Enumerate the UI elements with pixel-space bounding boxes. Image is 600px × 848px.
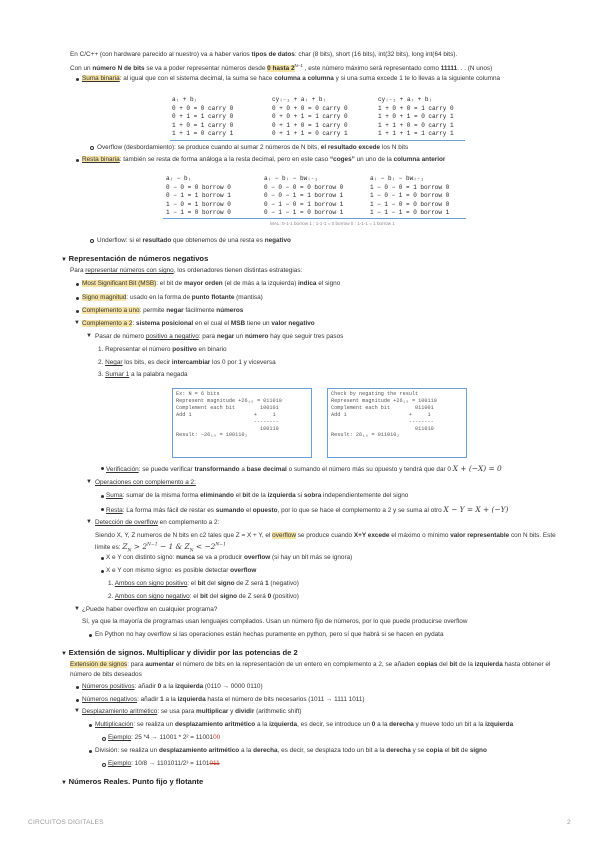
collapse-triangle-icon: ▼ — [61, 780, 69, 786]
resta-table-1: aᵢ − bᵢ 0 − 0 = 0 borrow 0 0 − 1 = 1 borrow 1 1 − 0 = 1 borrow 0 1 − 1 = 0 borrow 0 — [166, 175, 231, 217]
bullet — [76, 310, 79, 313]
footer-title: CIRCUITOS DIGITALES — [28, 819, 104, 826]
collapse-triangle-icon: ▼ — [61, 651, 69, 657]
pasar-line: Pasar de número positivo a negativo: para negar un número hay que seguir tres pasos — [95, 333, 344, 340]
bullet — [101, 467, 104, 470]
resta-caption: MAL: 0-1-1 borrow 1 ; 1-1-1 = 0 borrow 0 ; 1-1-1 = 1 borrow 1 — [270, 221, 395, 226]
underflow-line: Underflow: si el resultado que obtenemos de una resta es negativo — [97, 237, 291, 244]
ring-bullet — [90, 146, 94, 150]
collapse-triangle-icon[interactable]: ▼ — [86, 479, 92, 485]
collapse-triangle-icon[interactable]: ▼ — [86, 333, 92, 339]
deteccion-line: Detección de overflow en complemento a 2: — [95, 519, 220, 526]
xy-mismo-line: X e Y con mismo signo: es posible detectar overflow — [106, 567, 257, 574]
bullet — [101, 570, 104, 573]
step-2: 2. Negar los bits, es decir intercambiar los 0 por 1 y viceversa — [98, 359, 276, 366]
ejemplo-mult: Ejemplo: 25 *4 → 11001 * 2² = 1100100 — [108, 734, 221, 741]
neg-intro: Para representar números con signo, los ordenadores tienen distintas estrategias: — [70, 267, 303, 274]
collapse-triangle-icon[interactable]: ▼ — [74, 708, 80, 714]
bullet — [89, 750, 92, 753]
page-number: 2 — [567, 819, 571, 826]
siendo-line-2: límite es: $Z_N > 2^{N-1} - 1$ & $Z_N < -2^{N-1}$ — [95, 542, 226, 554]
suma-op-line: Suma: sumar de la misma forma eliminando el bit de la izquierda si sobra independientemente del signo — [106, 492, 409, 499]
ring-bullet — [102, 763, 106, 767]
section-title-extension[interactable]: ▼ Extensión de signos. Multiplicar y dividir por las potencias de 2 — [61, 648, 298, 657]
siendo-line-1: Siendo X, Y, Z numeros de N bits en c2 tales que Z = X + Y, el overflow se produce cuando X+Y excede el máximo o mínimo valor representable con N bits. Este — [95, 532, 556, 539]
table-underline — [170, 140, 465, 141]
collapse-triangle-icon[interactable]: ▼ — [86, 519, 92, 525]
division-line: División: se realiza un desplazamiento aritmético a la derecha, es decir, se desplaza todo un bit a la derecha y se copia el bit de signo — [95, 747, 487, 754]
bullet — [76, 283, 79, 286]
resta-table-3: aᵢ − bᵢ − bwᵢ₋₁ 1 − 0 − 0 = 1 borrow 0 1 − 0 − 1 = 0 borrow 0 1 − 1 − 0 = 0 borrow 0 1 − 1 − 1 = 0 borrow 1 — [370, 175, 450, 217]
desplazamiento-line: Desplazamiento aritmético: se usa para multiplicar y dividir (arithmetic shift) — [82, 708, 302, 715]
bullet — [76, 686, 79, 689]
resta-op-line: Resta: La forma más fácil de restar es sumando el opuesto, por lo que se hace el complemento a 2 y se suma al otro X − Y = X + (−Y) — [106, 505, 509, 514]
ext-line-2: número de bits deseados — [70, 671, 142, 678]
negativos-line: Números negativos: añadir 1 a la izquierda hasta el número de bits necesarios (1011 → 1111 1011) — [82, 696, 365, 703]
bullet — [101, 495, 104, 498]
table-underline — [163, 218, 466, 219]
operaciones-line: Operaciones con complemento a 2: — [95, 479, 196, 486]
suma-table-3: cyᵢ₋₁ + aᵢ + bᵢ 1 + 0 + 0 = 1 carry 0 1 + 0 + 1 = 0 carry 1 1 + 1 + 0 = 0 carry 1 1 + 1 + 1 = 1 carry 1 — [378, 96, 454, 138]
bullet — [101, 508, 104, 511]
bullet — [89, 634, 92, 637]
intro-line-1: En C/C++ (con hardware parecido al nuestro) va a haber varios tipos de datos: char (8 bits), short (16 bits), int(32 bits), long int(64 bits). — [70, 51, 458, 58]
bullet — [76, 297, 79, 300]
ejemplo-div: Ejemplo: 10/8 → 1101011/2³ = 1101011 — [108, 760, 220, 767]
ambos-negativo: 2. Ambos con signo negativo: el bit del signo de Z será 0 (positivo) — [108, 593, 299, 600]
overflow-line: Overflow (desbordamiento): se produce cuando al sumar 2 números de N bits, el resultado excede los N bits — [97, 144, 409, 151]
bullet — [76, 699, 79, 702]
complemento-uno-line: Complemento a uno: permite negar fácilmente números — [82, 307, 244, 314]
question-answer: Sí, ya que la mayoría de programas usan lenguajes compilados. Usan un número fijo de números, por lo que puede producirse overflow — [82, 618, 468, 625]
suma-table-1: aᵢ + bᵢ 0 + 0 = 0 carry 0 0 + 1 = 1 carry 0 1 + 0 = 1 carry 0 1 + 1 = 0 carry 1 — [172, 96, 234, 138]
signo-magnitud-line: Signo magnitud: usado en la forma de punto flotante (mantisa) — [82, 294, 263, 301]
xy-distinto-line: X e Y con distinto signo: nunca se va a producir overflow (si hay un bit más se ignora) — [106, 554, 353, 561]
python-line: En Python no hay overflow si las operaciones están hechas puramente en python, pero sí que habrá si se hacen en pydata — [95, 631, 444, 638]
section-title-reales[interactable]: ▼ Números Reales. Punto fijo y flotante — [61, 777, 204, 786]
ring-bullet — [102, 737, 106, 741]
collapse-triangle-icon[interactable]: ▼ — [74, 320, 80, 326]
question-line: ¿Puede haber overflow en cualquier programa? — [82, 606, 218, 613]
bullet — [76, 159, 79, 162]
bullet — [89, 724, 92, 727]
step-3: 3. Sumar 1 a la palabra negada — [98, 371, 188, 378]
collapse-triangle-icon: ▼ — [61, 257, 69, 263]
ambos-positivo: 1. Ambos con signo positivo: el bit del signo de Z será 1 (negativo) — [108, 580, 299, 587]
ext-line-1: Extensión de signos: para aumentar el número de bits en la representación de un entero en complemento a 2, se añaden copias del bit de la izquierda hasta obtener el — [70, 661, 551, 668]
code-example-box-2: Check by negating the result Represent magnitude +26₁₀ = 100110 Complement each bit 011001 Add 1 + 1 -------- 011010 Result: 26₁₀ = 011010₂ — [327, 388, 467, 458]
resta-table-2: aᵢ − bᵢ − bwᵢ₋₁ 0 − 0 − 0 = 0 borrow 0 0 − 0 − 1 = 1 borrow 1 0 − 1 − 0 = 1 borrow 1 0 − 1 − 1 = 0 borrow 1 — [264, 175, 344, 217]
complemento-dos-line: Complemento a 2: sistema posicional en el cual el MSB tiene un valor negativo — [82, 320, 315, 327]
verificacion-line: Verificación: se puede verificar transformando a base decimal o sumando el número más su opuesto y tendrá que dar 0 X + (−X) = 0 — [106, 464, 502, 473]
suma-table-2: cyᵢ₋₁ + aᵢ + bᵢ 0 + 0 + 0 = 0 carry 0 0 + 0 + 1 = 1 carry 0 0 + 1 + 0 = 1 carry 0 0 + 1 + 1 = 0 carry 1 — [272, 96, 348, 138]
positivos-line: Números positivos: añadir 0 a la izquierda (0110 → 0000 0110) — [82, 683, 263, 690]
bullet — [76, 78, 79, 81]
step-1: 1. Representar el número positivo en binario — [98, 346, 227, 353]
multiplicacion-line: Multiplicación: se realiza un desplazamiento aritmético a la izquierda, es decir, se introduce un 0 a la derecha y mueve todo un bit a la izquierda — [95, 721, 514, 728]
ring-bullet — [90, 239, 94, 243]
intro-line-2: Con un número N de bits se va a poder representar números desde 0 hasta $2^{N-1}$ , este número máximo será representado como 11111. . . (N unos) — [70, 63, 493, 73]
suma-binaria-line: Suma binaria: al igual que con el sistema decimal, la suma se hace columna a columna y si una suma excede 1 te lo llevas a la siguiente columna — [82, 75, 501, 82]
collapse-triangle-icon[interactable]: ▼ — [74, 606, 80, 612]
code-example-box-1: Ex: N = 6 bits Represent magnitude +26₁₀ = 011010 Complement each bit 100101 Add 1 + 1 -------- 100110 Result: −26₁₀ = 100110₂ — [172, 388, 312, 458]
msb-line: Most Significant Bit (MSB): el bit de mayor orden (el de más a la izquierda) indica el signo — [82, 280, 341, 287]
section-title-negativos[interactable]: ▼ Representación de números negativos — [61, 254, 209, 263]
bullet — [101, 557, 104, 560]
resta-binaria-line: Resta binaria: también se resta de forma análoga a la resta decimal, pero en este caso “coges” un uno de la columna anterior — [82, 156, 446, 163]
